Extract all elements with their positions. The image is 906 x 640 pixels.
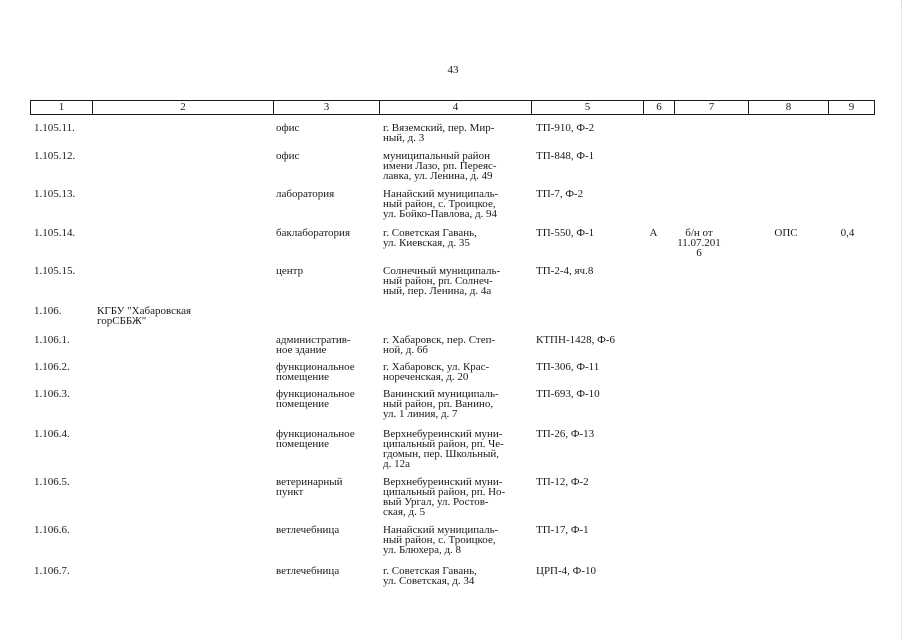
cell-object-type: центр bbox=[276, 265, 304, 277]
header-col-7: 7 bbox=[675, 101, 749, 114]
cell-object-type: баклаборатория bbox=[276, 227, 350, 239]
cell-substation: ТП-26, Ф-13 bbox=[536, 428, 595, 440]
table-header bbox=[30, 100, 875, 115]
header-col-8: 8 bbox=[749, 101, 829, 114]
cell-substation: ТП-17, Ф-1 bbox=[536, 524, 589, 536]
cell-row-number: 1.106.7. bbox=[34, 565, 70, 577]
cell-row-number: 1.106.1. bbox=[34, 334, 70, 346]
cell-address: Нанайский муниципаль- ный район, с. Троицкое, ул. Блюхера, д. 8 bbox=[383, 524, 499, 556]
cell-object-type: офис bbox=[276, 122, 300, 134]
cell-row-number: 1.105.12. bbox=[34, 150, 76, 162]
cell-object-type: функциональное помещение bbox=[276, 361, 355, 383]
cell-substation: ТП-306, Ф-11 bbox=[536, 361, 600, 373]
header-col-4: 4 bbox=[380, 101, 532, 114]
cell-object-type: функциональное помещение bbox=[276, 388, 355, 410]
cell-row-number: 1.106.3. bbox=[34, 388, 70, 400]
cell-document: б/н от 11.07.201 6 bbox=[677, 227, 721, 259]
cell-object-type: функциональное помещение bbox=[276, 428, 355, 450]
cell-row-number: 1.106.4. bbox=[34, 428, 70, 440]
cell-object-type: лаборатория bbox=[276, 188, 335, 200]
cell-substation: ТП-2-4, яч.8 bbox=[536, 265, 594, 277]
cell-object-type: ветлечебница bbox=[276, 524, 340, 536]
cell-row-number: 1.106.6. bbox=[34, 524, 70, 536]
cell-row-number: 1.105.15. bbox=[34, 265, 76, 277]
cell-address: Верхнебуреинский муни- ципальный район, рп. Че- гдомын, пер. Школьный, д. 12а bbox=[383, 428, 504, 470]
cell-address: г. Хабаровск, ул. Крас- нореченская, д. 20 bbox=[383, 361, 490, 383]
cell-address: г. Советская Гавань, ул. Советская, д. 34 bbox=[383, 565, 477, 587]
header-col-9: 9 bbox=[848, 101, 855, 113]
page-edge bbox=[900, 0, 902, 640]
header-col-5: 5 bbox=[532, 101, 644, 114]
cell-address: Нанайский муниципаль- ный район, с. Троицкое, ул. Бойко-Павлова, д. 94 bbox=[383, 188, 499, 220]
cell-address: г. Хабаровск, пер. Степ- ной, д. 6б bbox=[383, 334, 496, 356]
cell-address: Солнечный муниципаль- ный район, рп. Солнеч- ный, пер. Ленина, д. 4а bbox=[383, 265, 501, 297]
cell-substation: ТП-7, Ф-2 bbox=[536, 188, 584, 200]
cell-address: г. Вяземский, пер. Мир- ный, д. 3 bbox=[383, 122, 495, 144]
cell-substation: ТП-12, Ф-2 bbox=[536, 476, 589, 488]
cell-row-number: 1.106.5. bbox=[34, 476, 70, 488]
page-number: 43 bbox=[447, 64, 459, 76]
header-col-3: 3 bbox=[274, 101, 380, 114]
cell-object-type: ветлечебница bbox=[276, 565, 340, 577]
cell-address: Ванинский муниципаль- ный район, рп. Ванино, ул. 1 линия, д. 7 bbox=[383, 388, 499, 420]
cell-address: муниципальный район имени Лазо, рп. Переяс- лавка, ул. Ленина, д. 49 bbox=[383, 150, 497, 182]
cell-address: г. Советская Гавань, ул. Киевская, д. 35 bbox=[383, 227, 477, 249]
cell-category: А bbox=[649, 227, 658, 239]
cell-object-type: офис bbox=[276, 150, 300, 162]
cell-substation: ТП-848, Ф-1 bbox=[536, 150, 595, 162]
cell-object-type: ветеринарный пункт bbox=[276, 476, 343, 498]
header-col-6: 6 bbox=[644, 101, 675, 114]
header-col-2: 2 bbox=[93, 101, 274, 114]
cell-organization: КГБУ "Хабаровская горСББЖ" bbox=[97, 305, 192, 327]
cell-substation: ТП-550, Ф-1 bbox=[536, 227, 595, 239]
cell-system: ОПС bbox=[774, 227, 798, 239]
cell-row-number: 1.106.2. bbox=[34, 361, 70, 373]
cell-substation: КТПН-1428, Ф-6 bbox=[536, 334, 615, 346]
cell-row-number: 1.106. bbox=[34, 305, 62, 317]
cell-substation: ЦРП-4, Ф-10 bbox=[536, 565, 597, 577]
cell-substation: ТП-693, Ф-10 bbox=[536, 388, 600, 400]
header-col-1: 1 bbox=[31, 101, 93, 114]
cell-substation: ТП-910, Ф-2 bbox=[536, 122, 595, 134]
cell-object-type: административ- ное здание bbox=[276, 334, 351, 356]
cell-row-number: 1.105.14. bbox=[34, 227, 76, 239]
cell-row-number: 1.105.11. bbox=[34, 122, 75, 134]
cell-address: Верхнебуреинский муни- ципальный район, рп. Но- вый Ургал, ул. Ростов- ская, д. 5 bbox=[383, 476, 506, 518]
cell-row-number: 1.105.13. bbox=[34, 188, 76, 200]
cell-voltage: 0,4 bbox=[840, 227, 855, 239]
